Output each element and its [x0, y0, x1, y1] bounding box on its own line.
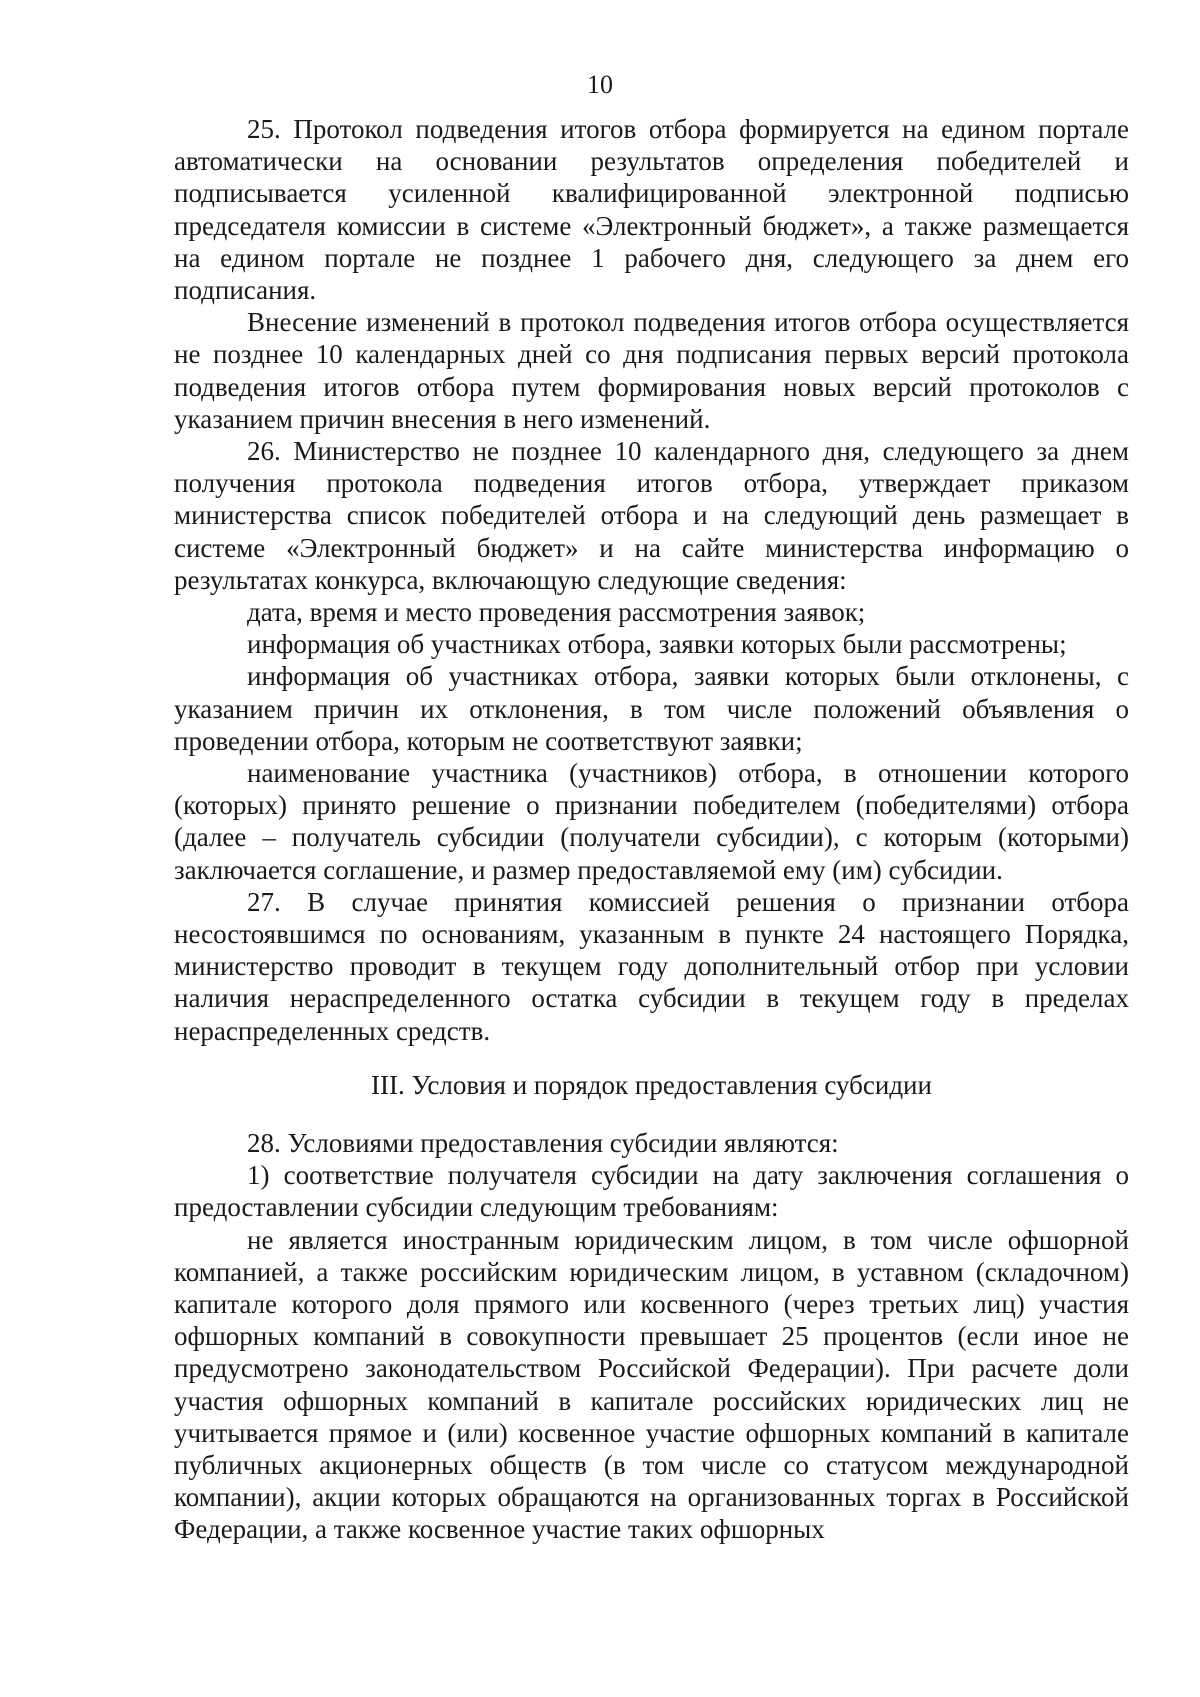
list-item-rejected-participants: информация об участниках отбора, заявки которых были отклонены, с указанием причин их отклонения, в том числе положений объявления о проведении отбора, которым не соответствуют заявки;	[174, 661, 1129, 756]
paragraph-28: 28. Условиями предоставления субсидии являются:	[247, 1127, 839, 1158]
section-heading: III. Условия и порядок предоставления субсидии	[371, 1069, 932, 1100]
paragraph-25: 25. Протокол подведения итогов отбора формируется на едином портале автоматически на основании результатов определения победителей и подписывается усиленной квалифицированной электронной подписью председателя комиссии в системе «Электронный бюджет», а также размещается на едином портале не позднее 1 рабочего дня, следующего за днем его подписания.	[174, 114, 1129, 306]
list-item-considered-participants: информация об участниках отбора, заявки которых были рассмотрены;	[247, 629, 1067, 660]
paragraph-28-item-1: 1) соответствие получателя субсидии на дату заключения соглашения о предоставлении субсидии следующим требованиям:	[174, 1160, 1129, 1223]
list-item-date-time-place: дата, время и место проведения рассмотрения заявок;	[247, 597, 866, 628]
paragraph-25-amendments: Внесение изменений в протокол подведения итогов отбора осуществляется не позднее 10 календарных дней со дня подписания первых версий протокола подведения итогов отбора путем формирования новых версий протоколов с указанием причин внесения в него изменений.	[174, 307, 1129, 434]
paragraph-26: 26. Министерство не позднее 10 календарного дня, следующего за днем получения протокола подведения итогов отбора, утверждает приказом министерства список победителей отбора и на следующий день размещает в системе «Электронный бюджет» и на сайте министерства информацию о результатах конкурса, включающую следующие сведения:	[174, 436, 1129, 595]
paragraph-offshore-requirement: не является иностранным юридическим лицом, в том числе офшорной компанией, а также российским юридическим лицом, в уставном (складочном) капитале которого доля прямого или косвенного (через третьих лиц) участия офшорных компаний в совокупности превышает 25 процентов (если иное не предусмотрено законодательством Российской Федерации). При расчете доли участия офшорных компаний в капитале российских юридических лиц не учитывается прямое и (или) косвенное участие офшорных компаний в капитале публичных акционерных обществ (в том числе со статусом международной компании), акции которых обращаются на организованных торгах в Российской Федерации, а также косвенное участие таких офшорных	[174, 1224, 1129, 1545]
page-number: 10	[587, 70, 613, 99]
list-item-winner-name: наименование участника (участников) отбора, в отношении которого (которых) принято решение о признании победителем (победителями) отбора (далее – получатель субсидии (получатели субсидии), с которым (которыми) заключается соглашение, и размер предоставляемой ему (им) субсидии.	[174, 758, 1129, 885]
document-body	[174, 113, 1129, 1546]
paragraph-27: 27. В случае принятия комиссией решения о признании отбора несостоявшимся по основаниям, указанным в пункте 24 настоящего Порядка, министерство проводит в текущем году дополнительный отбор при условии наличия нераспределенного остатка субсидии в текущем году в пределах нераспределенных средств.	[174, 886, 1129, 1046]
